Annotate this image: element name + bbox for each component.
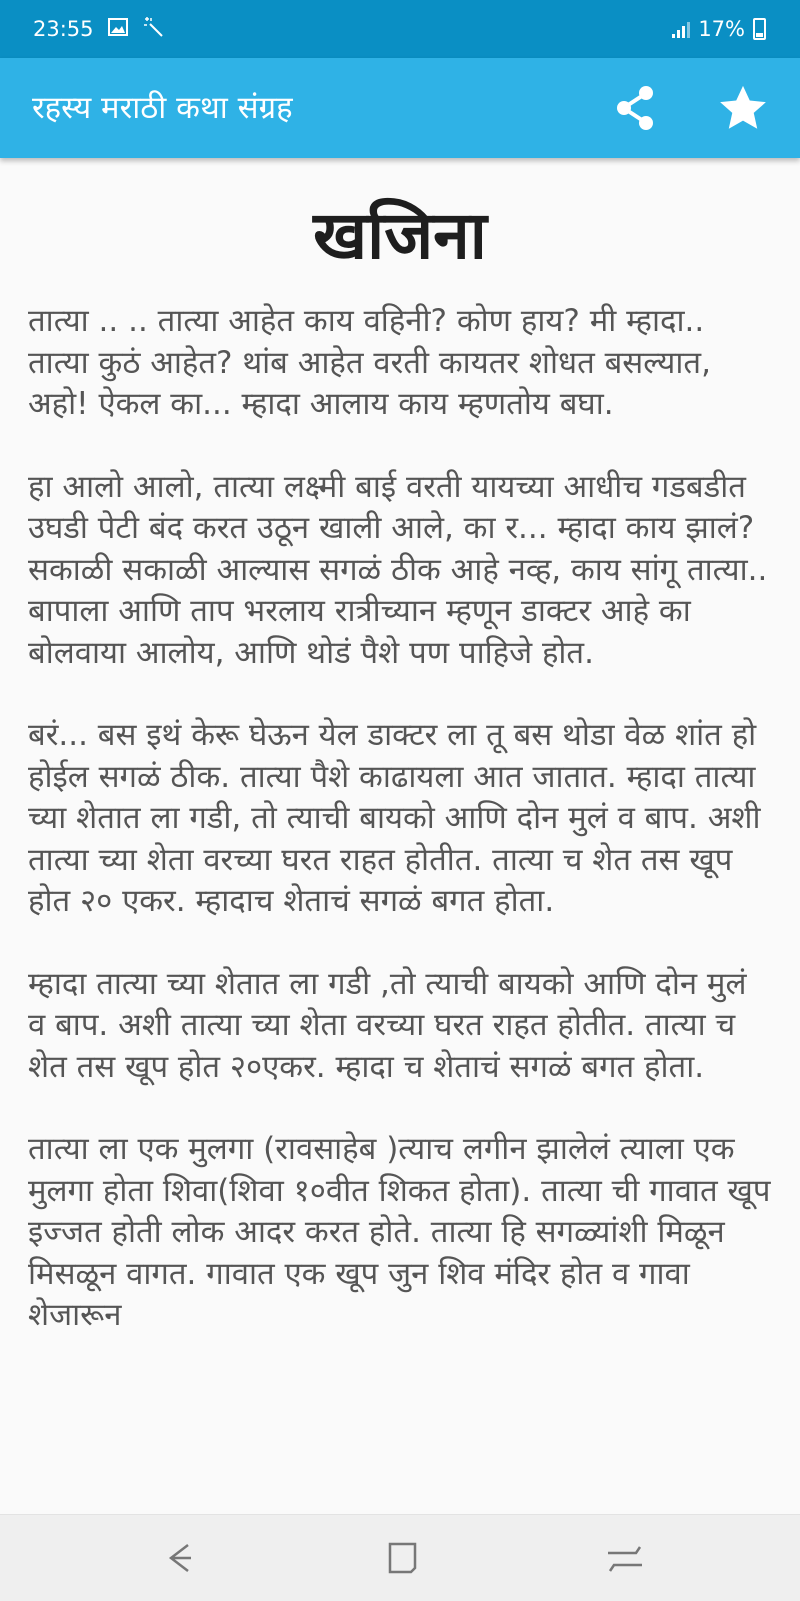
magic-wand-icon — [142, 16, 164, 43]
app-bar — [0, 58, 800, 158]
favorite-button[interactable] — [715, 80, 771, 136]
home-icon — [378, 1535, 428, 1581]
back-button[interactable] — [155, 1535, 205, 1581]
recents-icon — [600, 1535, 650, 1581]
battery-percent: 17% — [698, 17, 745, 41]
story-content[interactable] — [0, 158, 800, 1337]
home-button[interactable] — [378, 1535, 428, 1581]
back-icon — [155, 1535, 205, 1581]
navigation-bar — [0, 1514, 800, 1601]
story-paragraph: तात्या ला एक मुलगा (रावसाहेब )त्याच लगीन झालेलं त्याला एक मुलगा होता शिवा(शिवा १०वीत शिकत होता). तात्या ची गावात खूप इज्जत होती लोक आदर करत होते. तात्या हि सगळ्यांशी मिळून मिसळून वागत. गावात एक खूप जुन शिव मंदिर होत व गावा शेजारून — [28, 1131, 771, 1334]
story-paragraph: बरं... बस इथं केरू घेऊन येल डाक्टर ला तू बस थोडा वेळ शांत हो होईल सगळं ठीक. तात्या पैशे काढायला आत जातात. म्हादा तात्या च्या शेतात ला गडी, तो त्याची बायको आणि दोन मुलं व बाप. अशी तात्या च्या शेता वरच्या घरत राहत होतीत. तात्या च शेत तस खूप होत २० एकर. म्हादाच शेताचं सगळं बगत होता. — [28, 717, 761, 920]
recents-button[interactable] — [600, 1535, 650, 1581]
gallery-icon — [108, 17, 128, 41]
star-icon — [715, 80, 771, 136]
share-icon — [608, 80, 664, 136]
status-bar — [0, 0, 800, 58]
story-title: खजिना — [313, 197, 487, 274]
signal-icon — [672, 20, 690, 38]
story-paragraph: तात्या .. .. तात्या आहेत काय वहिनी? कोण हाय? मी म्हादा.. तात्या कुठं आहेत? थांब आहेत वरती कायतर शोधत बसल्यात, अहो! ऐकल का... म्हादा आलाय काय म्हणतोय बघा. — [28, 303, 711, 423]
story-paragraph: म्हादा तात्या च्या शेतात ला गडी ,तो त्याची बायको आणि दोन मुलं व बाप. अशी तात्या च्या शेता वरच्या घरत राहत होतीत. तात्या च शेत तस खूप होत २०एकर. म्हादा च शेताचं सगळं बगत होता. — [28, 965, 747, 1085]
app-title: रहस्य मराठी कथा संग्रह — [32, 90, 293, 126]
status-time: 23:55 — [33, 17, 94, 41]
share-button[interactable] — [608, 80, 664, 136]
story-paragraph: हा आलो आलो, तात्या लक्ष्मी बाई वरती यायच्या आधीच गडबडीत उघडी पेटी बंद करत उठून खाली आले, का र... म्हादा काय झालं? सकाळी सकाळी आल्यास सगळं ठीक आहे नव्ह, काय सांगू तात्या.. बापाला आणि ताप भरलाय रात्रीच्यान म्हणून डाक्टर आहे का बोलवाया आलोय, आणि थोडं पैशे पण पाहिजे होत. — [28, 468, 768, 671]
battery-icon — [753, 18, 766, 40]
